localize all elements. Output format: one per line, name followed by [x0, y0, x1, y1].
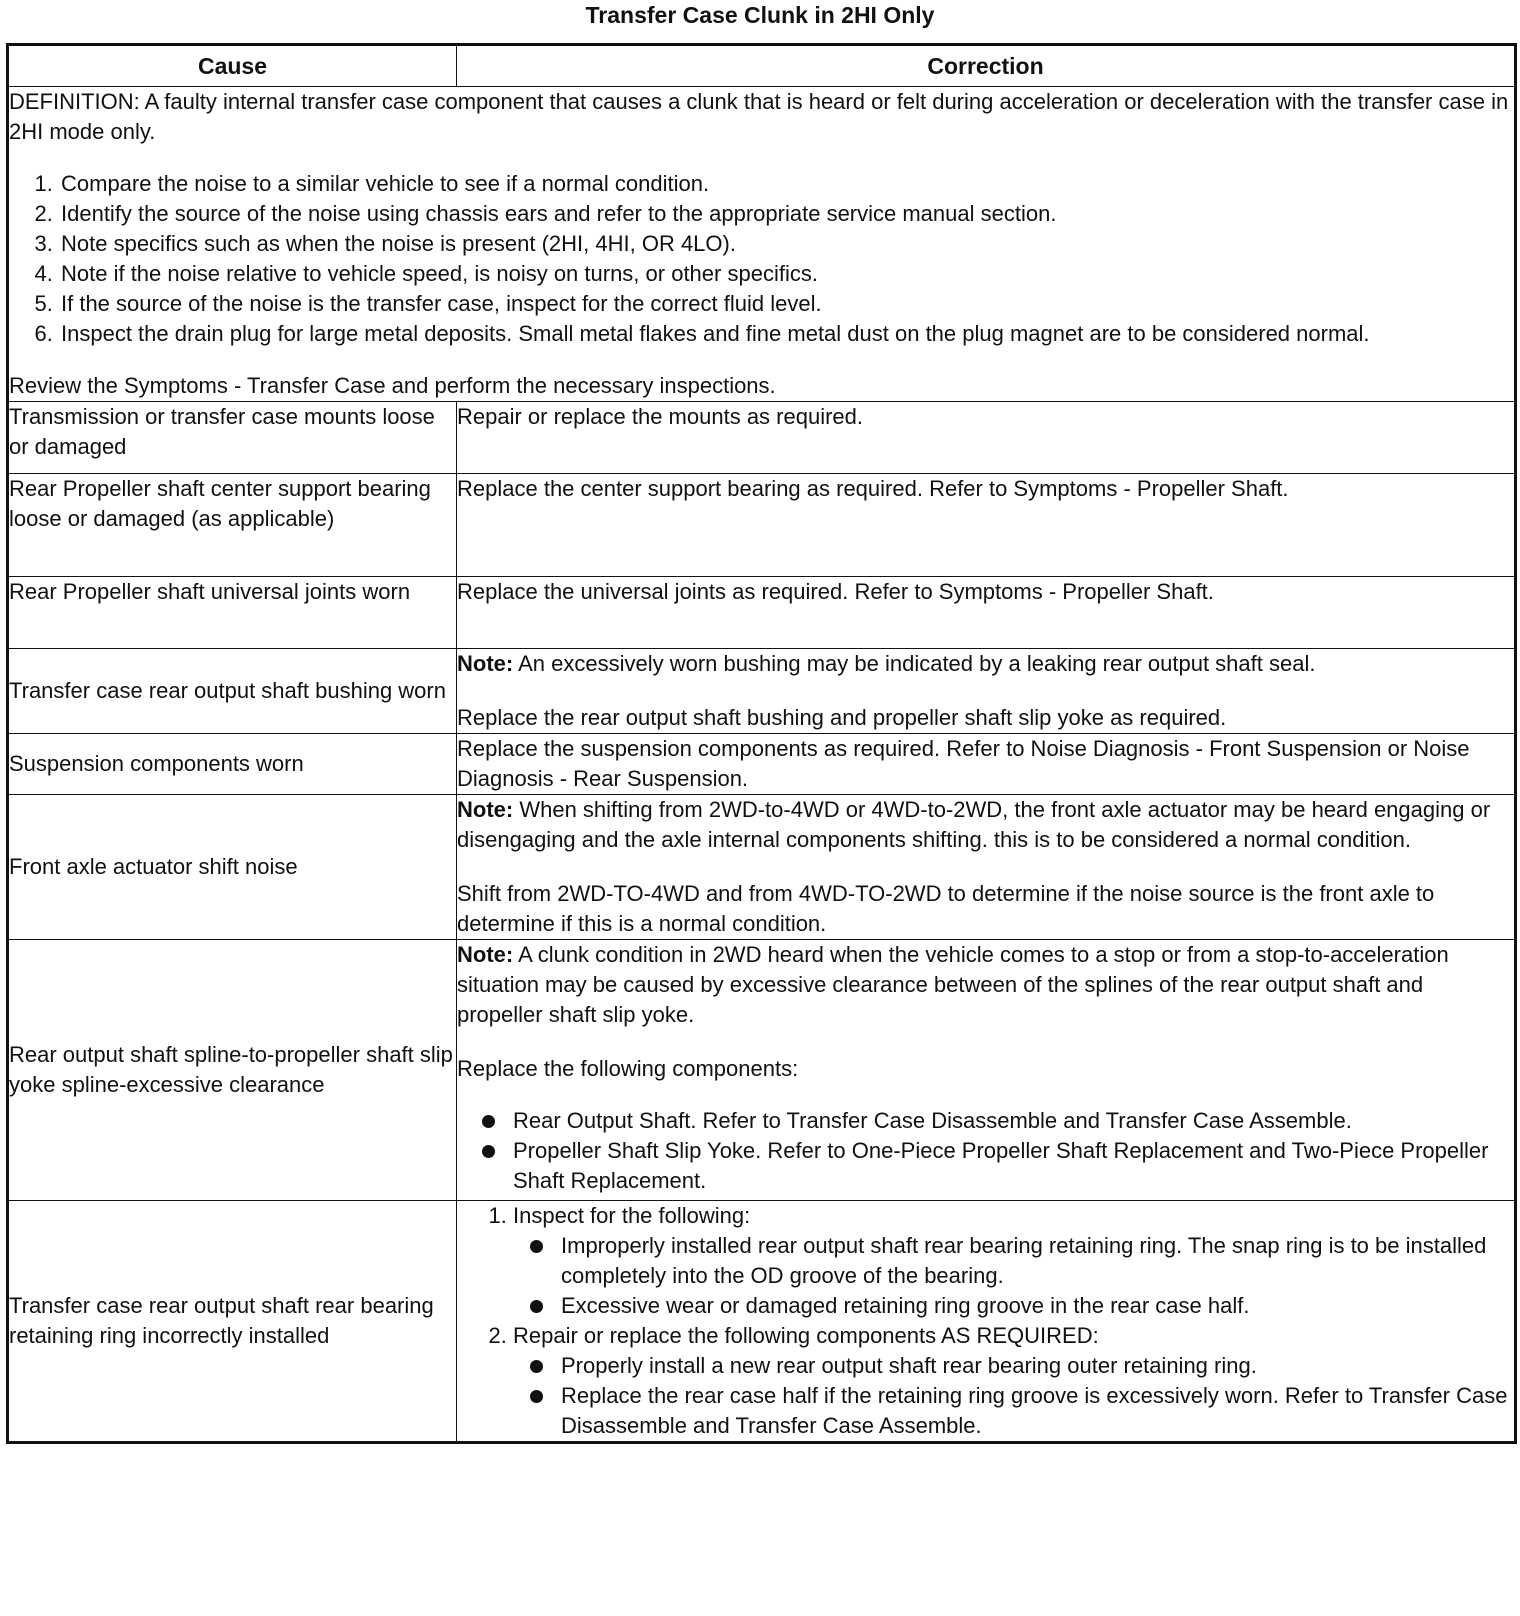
note-text: When shifting from 2WD-to-4WD or 4WD-to-2WD, the front axle actuator may be heard engaging or disengaging and the axle internal components shifting. this is to be considered a normal condition.	[457, 797, 1491, 852]
review-text: Review the Symptoms - Transfer Case and perform the necessary inspections.	[9, 373, 776, 398]
note-paragraph	[457, 649, 1514, 679]
list-item: Improperly installed rear output shaft rear bearing retaining ring. The snap ring is to be installed completely into the OD groove of the bearing.	[561, 1231, 1514, 1291]
procedure-step	[513, 1321, 1514, 1441]
diagnostic-step: 1. Compare the noise to a similar vehicle to see if a normal condition.	[59, 169, 1514, 199]
correction-cell: Repair or replace the mounts as required.	[457, 402, 1516, 474]
table-row	[8, 402, 1516, 474]
diagnostic-step: 2. Identify the source of the noise using chassis ears and refer to the appropriate service manual section.	[59, 199, 1514, 229]
list-item: Propeller Shaft Slip Yoke. Refer to One-Piece Propeller Shaft Replacement and Two-Piece Propeller Shaft Replacement.	[513, 1136, 1514, 1196]
correction-text: Replace the rear output shaft bushing and propeller shaft slip yoke as required.	[457, 705, 1227, 730]
table-row	[8, 734, 1516, 795]
table-row	[8, 1201, 1516, 1443]
definition-text: DEFINITION: A faulty internal transfer case component that causes a clunk that is heard or felt during acceleration or deceleration with the transfer case in 2HI mode only.	[9, 89, 1509, 144]
correction-header: Correction	[457, 45, 1516, 87]
correction-cell: Replace the center support bearing as required. Refer to Symptoms - Propeller Shaft.	[457, 474, 1516, 577]
component-list	[457, 1106, 1514, 1196]
note-text: A clunk condition in 2WD heard when the vehicle comes to a stop or from a stop-to-acceleration situation may be caused by excessive clearance between of the splines of the rear output shaft and propeller shaft slip yoke.	[457, 942, 1449, 1027]
cause-cell: Rear Propeller shaft universal joints worn	[8, 577, 457, 649]
cause-cell: Transfer case rear output shaft rear bearing retaining ring incorrectly installed	[8, 1201, 457, 1443]
procedure-steps	[457, 1201, 1514, 1441]
note-text: An excessively worn bushing may be indicated by a leaking rear output shaft seal.	[513, 651, 1316, 676]
list-item: Replace the rear case half if the retaining ring groove is excessively worn. Refer to Transfer Case Disassemble and Transfer Case Assemble.	[561, 1381, 1514, 1441]
cause-cell: Rear output shaft spline-to-propeller shaft slip yoke spline-excessive clearance	[8, 940, 457, 1201]
note-paragraph	[457, 795, 1514, 855]
table-row	[8, 577, 1516, 649]
correction-cell	[457, 649, 1516, 734]
note-paragraph	[457, 940, 1514, 1030]
cause-cell: Suspension components worn	[8, 734, 457, 795]
sub-list	[513, 1231, 1514, 1321]
correction-text: Shift from 2WD-TO-4WD and from 4WD-TO-2WD to determine if the noise source is the front axle to determine if this is a normal condition.	[457, 881, 1435, 936]
diagnostic-step: 5. If the source of the noise is the transfer case, inspect for the correct fluid level.	[59, 289, 1514, 319]
correction-text: Replace the following components:	[457, 1056, 799, 1081]
table-row	[8, 474, 1516, 577]
list-item: Properly install a new rear output shaft rear bearing outer retaining ring.	[561, 1351, 1514, 1381]
diagnosis-table	[6, 43, 1517, 1444]
cause-cell: Transmission or transfer case mounts loose or damaged	[8, 402, 457, 474]
procedure-step-text: Inspect for the following:	[513, 1203, 751, 1228]
note-label: Note:	[457, 797, 514, 822]
header-row	[8, 45, 1516, 87]
correction-cell	[457, 1201, 1516, 1443]
correction-cell: Replace the suspension components as required. Refer to Noise Diagnosis - Front Suspension or Noise Diagnosis - Rear Suspension.	[457, 734, 1516, 795]
diagnostic-step: 6. Inspect the drain plug for large metal deposits. Small metal flakes and fine metal dust on the plug magnet are to be considered normal.	[59, 319, 1514, 349]
list-item: Excessive wear or damaged retaining ring groove in the rear case half.	[561, 1291, 1514, 1321]
list-item: Rear Output Shaft. Refer to Transfer Case Disassemble and Transfer Case Assemble.	[513, 1106, 1514, 1136]
note-label: Note:	[457, 942, 514, 967]
table-row	[8, 649, 1516, 734]
cause-cell: Rear Propeller shaft center support bearing loose or damaged (as applicable)	[8, 474, 457, 577]
correction-cell	[457, 940, 1516, 1201]
diagnostic-steps	[9, 169, 1514, 349]
procedure-step	[513, 1201, 1514, 1321]
correction-cell	[457, 795, 1516, 940]
cause-cell: Transfer case rear output shaft bushing worn	[8, 649, 457, 734]
definition-row	[8, 87, 1516, 402]
note-label: Note:	[457, 651, 514, 676]
correction-cell: Replace the universal joints as required. Refer to Symptoms - Propeller Shaft.	[457, 577, 1516, 649]
diagnostic-step: 4. Note if the noise relative to vehicle speed, is noisy on turns, or other specifics.	[59, 259, 1514, 289]
cause-header: Cause	[8, 45, 457, 87]
sub-list	[513, 1351, 1514, 1441]
diagnostic-step: 3. Note specifics such as when the noise is present (2HI, 4HI, OR 4LO).	[59, 229, 1514, 259]
page-title: Transfer Case Clunk in 2HI Only	[585, 2, 935, 28]
cause-cell: Front axle actuator shift noise	[8, 795, 457, 940]
table-row	[8, 940, 1516, 1201]
definition-cell	[8, 87, 1516, 402]
procedure-step-text: Repair or replace the following components AS REQUIRED:	[513, 1323, 1099, 1348]
table-row	[8, 795, 1516, 940]
